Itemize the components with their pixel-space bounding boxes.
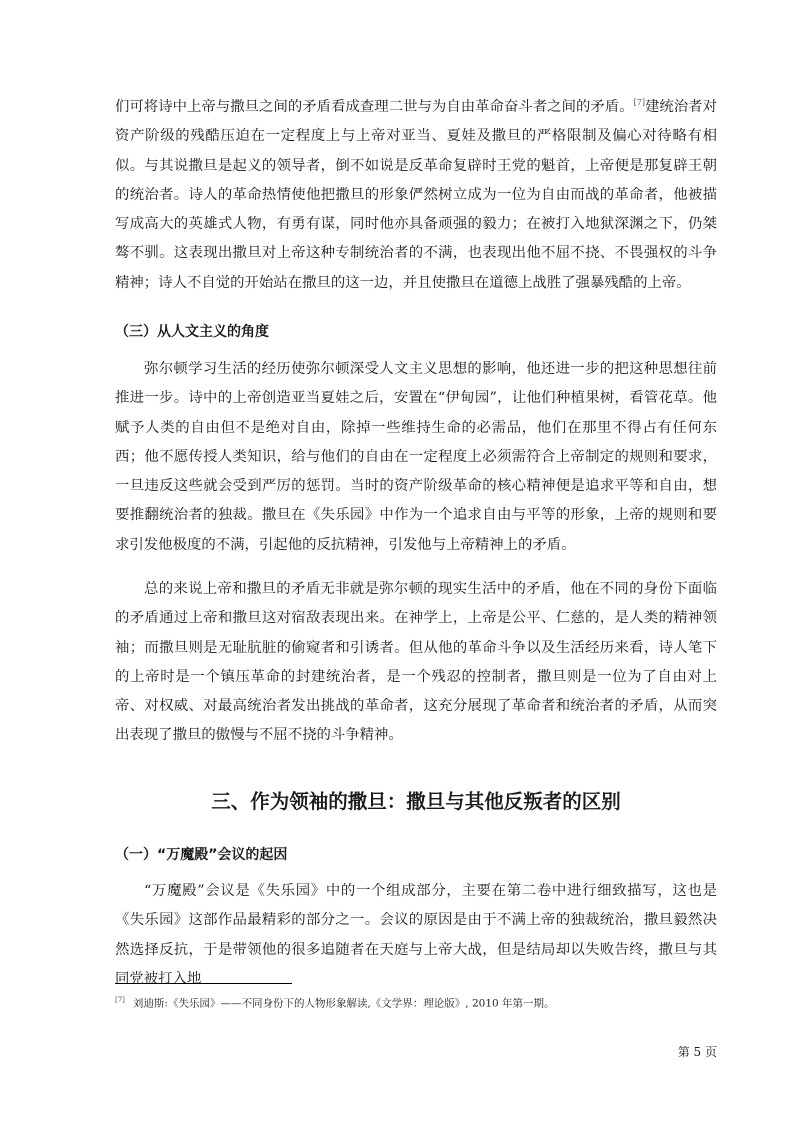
subsection-heading-pandemonium: （一）“万魔殿”会议的起因	[115, 847, 288, 863]
page-number: 第 5 页	[677, 1045, 717, 1059]
section-heading: 三、作为领袖的撒旦：撒旦与其他反叛者的区别	[211, 790, 621, 813]
footnote-reference[interactable]: [7]	[633, 98, 645, 108]
body-paragraph-1	[115, 93, 717, 298]
footnote-marker: [7]	[115, 996, 125, 1004]
paragraph-text: 们可将诗中上帝与撒旦之间的矛盾看成查理二世与为自由革命奋斗者之间的矛盾。	[115, 99, 634, 115]
footnote-text: 刘迪斯:《失乐园》——不同身份下的人物形象解读,《文学界：理论版》, 2010 年第一期。	[132, 997, 555, 1010]
paragraph-text: 建统治者对资产阶级的残酷压迫在一定程度上与上帝对亚当、夏娃及撒旦的严格限制及偏心对待略有相似。与其说撒旦是起义的领导者，倒不如说是反革命复辟时王党的魁首，上帝便是那复辟王朝的统治者。诗人的革命热情使他把撒旦的形象俨然树立成为一位为自由而战的革命者，他被描写成高大的英雄式人物，有勇有谋，同时他亦具备顽强的毅力；在被打入地狱深渊之下，仍桀骜不驯。这表现出撒旦对上帝这种专制统治者的不满，也表现出他不屈不挠、不畏强权的斗争精神；诗人不自觉的开始站在撒旦的这一边，并且使撒旦在道德上战胜了强暴残酷的上帝。	[115, 99, 717, 291]
footnote-divider	[115, 983, 292, 984]
body-paragraph-2: 弥尔顿学习生活的经历使弥尔顿深受人文主义思想的影响，他还进一步的把这种思想往前推进一步。诗中的上帝创造亚当夏娃之后，安置在“伊甸园”，让他们种植果树，看管花草。他赋予人类的自由但不是绝对自由，除掉一些维持生命的必需品，他们在那里不得占有任何东西；他不愿传授人类知识，给与他们的自由在一定程度上必须需符合上帝制定的规则和要求，一旦违反这些就会受到严厉的惩罚。当时的资产阶级革命的核心精神便是追求平等和自由，想要推翻统治者的独裁。撒旦在《失乐园》中作为一个追求自由与平等的形象，上帝的规则和要求引发他极度的不满，引起他的反抗精神，引发他与上帝精神上的矛盾。	[115, 361, 717, 553]
body-paragraph-3: 总的来说上帝和撒旦的矛盾无非就是弥尔顿的现实生活中的矛盾，他在不同的身份下面临的矛盾通过上帝和撒旦这对宿敌表现出来。在神学上，上帝是公平、仁慈的，是人类的精神领袖；而撒旦则是无耻肮脏的偷窥者和引诱者。但从他的革命斗争以及生活经历来看，诗人笔下的上帝时是一个镇压革命的封建统治者，是一个残忍的控制者，撒旦则是一位为了自由对上帝、对权威、对最高统治者发出挑战的革命者，这充分展现了革命者和统治者的矛盾，从而突出表现了撒旦的傲慢与不屈不挠的斗争精神。	[115, 581, 717, 744]
body-paragraph-4: “万魔殿”会议是《失乐园》中的一个组成部分，主要在第二卷中进行细致描写，这也是《失乐园》这部作品最精彩的部分之一。会议的原因是由于不满上帝的独裁统治，撒旦毅然决然选择反抗，于是带领他的很多追随者在天庭与上帝大战，但是结局却以失败告终，撒旦与其同党被打入地	[115, 883, 717, 987]
footnote	[115, 992, 717, 1012]
subsection-heading-humanism: （三）从人文主义的角度	[115, 324, 269, 340]
